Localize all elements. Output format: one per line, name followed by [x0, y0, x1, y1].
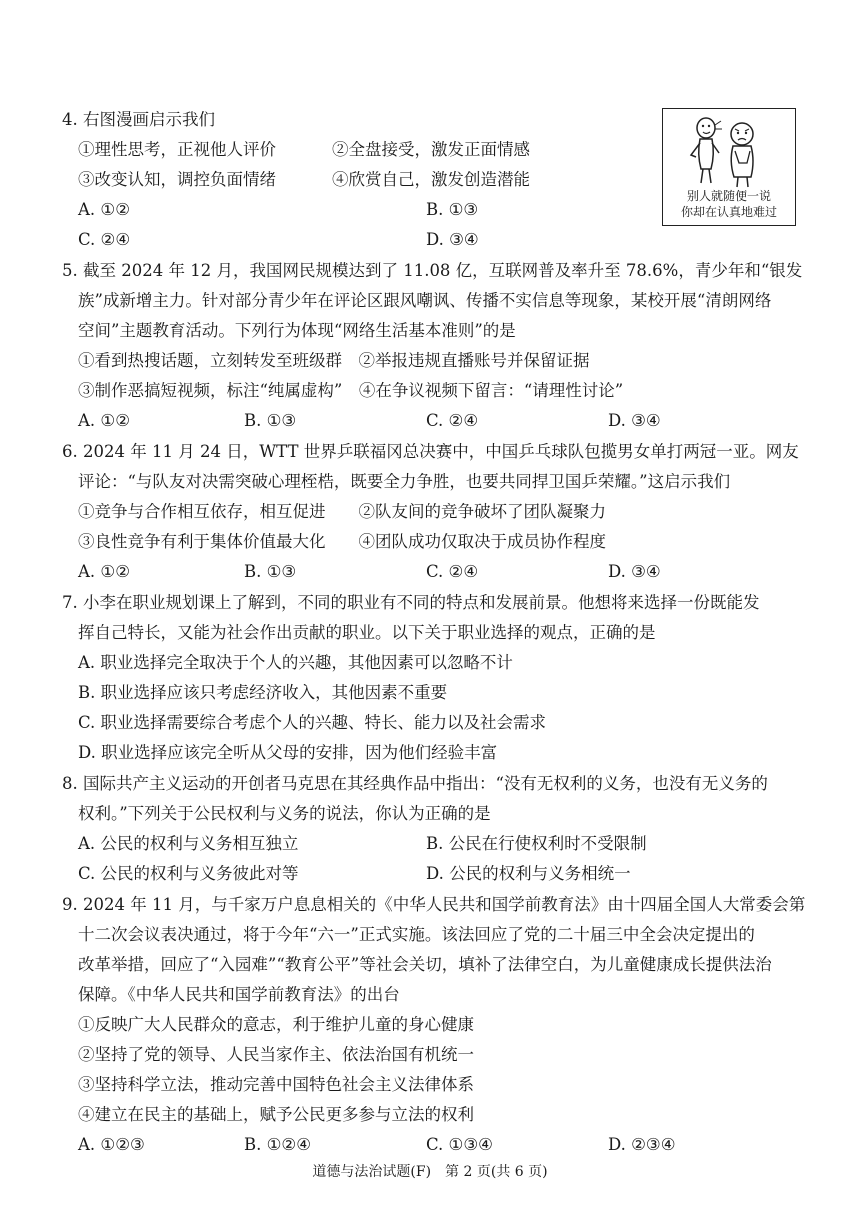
cartoon-caption-line-2: 你却在认真地难过: [680, 205, 777, 219]
page-footer: 道德与法治试题(F) 第 2 页(共 6 页): [312, 1164, 548, 1180]
q9-stem-line-3: 改革举措，回应了“入园难”“教育公平”等社会关切，填补了法律空白，为儿童健康成长提供法治: [78, 955, 772, 974]
q4-option-3: ③改变认知，调控负面情绪: [78, 170, 276, 189]
q6-stem-line-2: 评论：“与队友对决需突破心理桎梏，既要全力争胜，也要共同捍卫国乒荣耀。”这启示我们: [78, 472, 731, 491]
q5-choice-a: A. ①②: [78, 411, 130, 430]
q6-choice-d: D. ③④: [608, 562, 661, 581]
cartoon-illustration: [662, 108, 796, 226]
q6-options-3-4: ③良性竞争有利于集体价值最大化 ④团队成功仅取决于成员协作程度: [78, 532, 606, 551]
q6-stem-line-1: 6. 2024 年 11 月 24 日，WTT 世界乒联福冈总决赛中，中国乒乓球队包揽男女单打两冠一亚。网友: [62, 442, 799, 461]
q4-option-2: ②全盘接受，激发正面情感: [332, 140, 530, 159]
q9-choice-c: C. ①③④: [426, 1135, 493, 1154]
q4-choice-c: C. ②④: [78, 230, 131, 249]
q9-stem-line-4: 保障。《中华人民共和国学前教育法》的出台: [78, 985, 400, 1004]
q8-choice-a: A. 公民的权利与义务相互独立: [78, 834, 299, 853]
q8-stem-line-1: 8. 国际共产主义运动的开创者马克思在其经典作品中指出：“没有无权利的义务，也没有无义务的: [62, 774, 768, 793]
q8-choice-c: C. 公民的权利与义务彼此对等: [78, 864, 299, 883]
q5-stem-line-1: 5. 截至 2024 年 12 月，我国网民规模达到了 11.08 亿，互联网普及率升至 78.6%，青少年和“银发: [62, 261, 803, 280]
q6-choice-a: A. ①②: [78, 562, 130, 581]
q8-choice-b: B. 公民在行使权利时不受限制: [426, 834, 647, 853]
q9-choice-b: B. ①②④: [244, 1135, 311, 1154]
q9-option-4: ④建立在民主的基础上，赋予公民更多参与立法的权利: [78, 1105, 474, 1124]
q4-choice-a: A. ①②: [78, 200, 130, 219]
q9-option-1: ①反映广大人民群众的意志，利于维护儿童的身心健康: [78, 1015, 474, 1034]
q5-choice-d: D. ③④: [608, 411, 661, 430]
q5-stem-line-3: 空间”主题教育活动。下列行为体现“网络生活基本准则”的是: [78, 321, 516, 340]
q4-option-1: ①理性思考，正视他人评价: [78, 140, 276, 159]
cartoon-caption-line-1: 别人就随便一说: [686, 189, 771, 203]
q5-options-1-2: ①看到热搜话题，立刻转发至班级群 ②举报违规直播账号并保留证据: [78, 351, 590, 370]
q7-stem-line-1: 7. 小李在职业规划课上了解到，不同的职业有不同的特点和发展前景。他想将来选择一份既能发: [62, 593, 760, 612]
q4-stem: 4. 右图漫画启示我们: [62, 110, 215, 129]
q7-choice-a: A. 职业选择完全取决于个人的兴趣，其他因素可以忽略不计: [78, 653, 513, 672]
q4-option-4: ④欣赏自己，激发创造潜能: [332, 170, 530, 189]
q5-choice-c: C. ②④: [426, 411, 479, 430]
q4-choice-b: B. ①③: [426, 200, 479, 219]
q7-stem-line-2: 挥自己特长，又能为社会作出贡献的职业。以下关于职业选择的观点，正确的是: [78, 623, 656, 642]
q6-choice-c: C. ②④: [426, 562, 479, 581]
q7-choice-d: D. 职业选择应该完全听从父母的安排，因为他们经验丰富: [78, 743, 498, 762]
q8-stem-line-2: 权利。”下列关于公民权利与义务的说法，你认为正确的是: [78, 804, 491, 823]
q9-choice-d: D. ②③④: [608, 1135, 676, 1154]
q6-choice-b: B. ①③: [244, 562, 297, 581]
q9-stem-line-2: 十二次会议表决通过，将于今年“六一”正式实施。该法回应了党的二十届三中全会决定提出的: [78, 925, 755, 944]
q9-stem-line-1: 9. 2024 年 11 月，与千家万户息息相关的《中华人民共和国学前教育法》由十四届全国人大常委会第: [62, 895, 806, 914]
q5-stem-line-2: 族”成新增主力。针对部分青少年在评论区跟风嘲讽、传播不实信息等现象，某校开展“清朗网络: [78, 291, 772, 310]
q6-options-1-2: ①竞争与合作相互依存，相互促进 ②队友间的竞争破坏了团队凝聚力: [78, 502, 606, 521]
q9-option-3: ③坚持科学立法，推动完善中国特色社会主义法律体系: [78, 1075, 474, 1094]
q4-choice-d: D. ③④: [426, 230, 479, 249]
q5-choice-b: B. ①③: [244, 411, 297, 430]
q7-choice-c: C. 职业选择需要综合考虑个人的兴趣、特长、能力以及社会需求: [78, 713, 547, 732]
q9-option-2: ②坚持了党的领导、人民当家作主、依法治国有机统一: [78, 1045, 474, 1064]
q9-choice-a: A. ①②③: [78, 1135, 145, 1154]
q5-options-3-4: ③制作恶搞短视频，标注“纯属虚构” ④在争议视频下留言：“请理性讨论”: [78, 381, 624, 400]
q7-choice-b: B. 职业选择应该只考虑经济收入，其他因素不重要: [78, 683, 448, 702]
q8-choice-d: D. 公民的权利与义务相统一: [426, 864, 631, 883]
